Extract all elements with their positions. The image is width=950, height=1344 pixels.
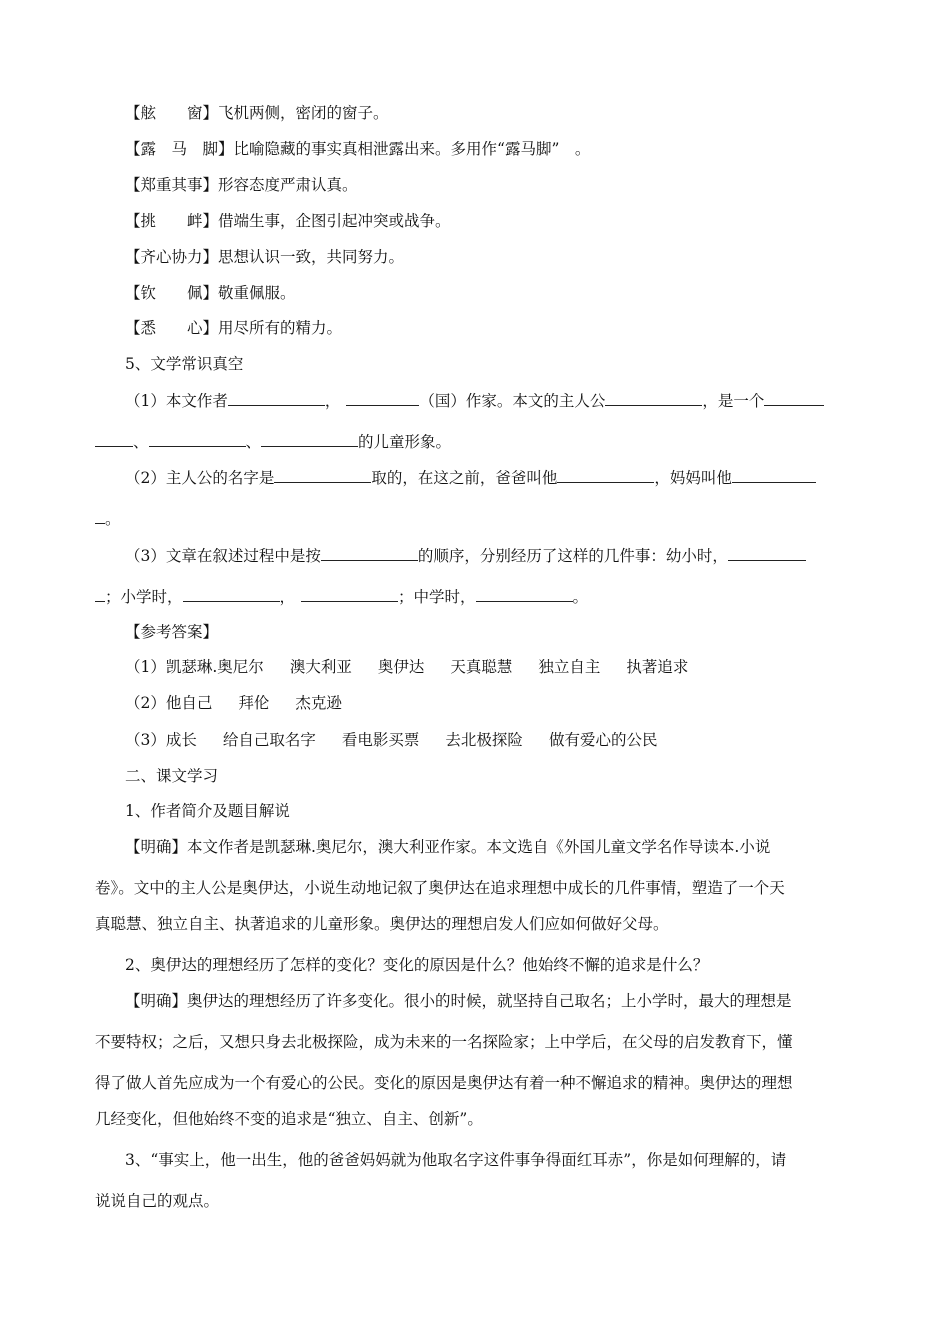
answer-row-2: （2）他自己 拜伦 杰克逊 xyxy=(125,694,342,712)
answer-item: 去北极探险 xyxy=(445,731,523,749)
answer-blank[interactable] xyxy=(149,431,246,447)
section-heading: 5、文学常识真空 xyxy=(125,355,244,373)
answer-blank[interactable] xyxy=(728,545,806,561)
vocab-item xyxy=(125,139,590,159)
vocab-item xyxy=(125,318,342,338)
vocab-item xyxy=(125,283,296,303)
paragraph-line: 得了做人首先应成为一个有爱心的公民。变化的原因是奥伊达有着一种不懈追求的精神。奥伊达的理想 xyxy=(95,1074,793,1092)
paragraph-line: 真聪慧、独立自主、执著追求的儿童形象。奥伊达的理想启发人们应如何做好父母。 xyxy=(95,915,669,933)
paragraph-line: 【明确】本文作者是凯瑟琳.奥尼尔，澳大利亚作家。本文选自《外国儿童文学名作导读本.小说 xyxy=(125,838,771,856)
answer-item: 成长 xyxy=(165,731,197,749)
answer-blank[interactable] xyxy=(261,431,358,447)
answer-blank[interactable] xyxy=(764,390,824,406)
vocab-definition: 形容态度严肃认真。 xyxy=(218,176,358,194)
answer-blank[interactable] xyxy=(346,390,419,406)
answer-blank[interactable] xyxy=(95,586,105,602)
answer-blank[interactable] xyxy=(95,508,105,524)
answer-blank[interactable] xyxy=(605,390,702,406)
question-1-cont: 、 、 的儿童形象。 xyxy=(95,431,451,452)
vocab-term: 【挑 衅】 xyxy=(125,212,219,230)
answer-item: 执著追求 xyxy=(626,658,689,676)
answer-item: 天真聪慧 xyxy=(450,658,513,676)
vocab-term: 【郑重其事】 xyxy=(125,176,219,194)
answer-item: 杰克逊 xyxy=(295,694,342,712)
answer-blank[interactable] xyxy=(274,467,371,483)
answer-blank[interactable] xyxy=(732,467,816,483)
vocab-definition: 敬重佩服。 xyxy=(218,284,296,302)
answers-heading: 【参考答案】 xyxy=(125,623,219,641)
vocab-term: 【舷 窗】 xyxy=(125,104,219,122)
subsection-heading: 3、“事实上，他一出生，他的爸爸妈妈就为他取名字这件事争得面红耳赤”，你是如何理解的，请 xyxy=(125,1151,787,1169)
answer-blank[interactable] xyxy=(321,545,418,561)
paragraph-line: 几经变化，但他始终不变的追求是“独立、自主、创新”。 xyxy=(95,1110,483,1128)
answer-item: 给自己取名字 xyxy=(222,731,316,749)
vocab-term: 【钦 佩】 xyxy=(125,284,219,302)
paragraph-line: 不要特权；之后，又想只身去北极探险，成为未来的一名探险家；上中学后，在父母的启发教育下，懂 xyxy=(95,1033,793,1051)
question-2-cont: 。 xyxy=(95,508,121,529)
answer-item: 澳大利亚 xyxy=(289,658,352,676)
question-3: （3）文章在叙述过程中是按 的顺序，分别经历了这样的几件事：幼小时， xyxy=(125,545,806,566)
answer-blank[interactable] xyxy=(183,586,280,602)
vocab-item xyxy=(125,211,451,231)
paragraph-line: 说说自己的观点。 xyxy=(95,1192,220,1210)
answer-item: 看电影买票 xyxy=(341,731,420,749)
vocab-term: 【悉 心】 xyxy=(125,319,219,337)
question-1: （1）本文作者 ， （国）作家。本文的主人公 ，是一个 xyxy=(125,390,824,411)
answer-item: 奥伊达 xyxy=(377,658,425,676)
paragraph-line: 【明确】奥伊达的理想经历了许多变化。很小的时候，就坚持自己取名；上小学时，最大的理想是 xyxy=(125,992,792,1010)
vocab-item xyxy=(125,175,358,195)
question-3-cont: ；小学时， ， ；中学时， 。 xyxy=(95,586,588,607)
vocab-term: 【露 马 脚】 xyxy=(125,140,234,158)
question-2: （2）主人公的名字是 取的，在这之前，爸爸叫他 ，妈妈叫他 xyxy=(125,467,816,488)
answer-item: 凯瑟琳.奥尼尔 xyxy=(165,658,264,676)
vocab-definition: 用尽所有的精力。 xyxy=(218,319,343,337)
vocab-item xyxy=(125,247,404,267)
answer-item: 拜伦 xyxy=(238,694,270,712)
paragraph-line: 卷》。文中的主人公是奥伊达，小说生动地记叙了奥伊达在追求理想中成长的几件事情，塑造了一个天 xyxy=(95,879,785,897)
answer-blank[interactable] xyxy=(301,586,398,602)
vocab-definition: 思想认识一致，共同努力。 xyxy=(218,248,405,266)
vocab-term: 【齐心协力】 xyxy=(125,248,219,266)
answer-item: 他自己 xyxy=(165,694,213,712)
answer-blank[interactable] xyxy=(476,586,573,602)
answer-blank[interactable] xyxy=(557,467,654,483)
subsection-heading: 2、奥伊达的理想经历了怎样的变化？变化的原因是什么？他始终不懈的追求是什么？ xyxy=(125,956,709,974)
vocab-item xyxy=(125,103,389,123)
answer-row-1: （1）凯瑟琳.奥尼尔 澳大利亚 奥伊达 天真聪慧 独立自主 执著追求 xyxy=(125,658,689,676)
answer-row-3: （3）成长 给自己取名字 看电影买票 去北极探险 做有爱心的公民 xyxy=(125,731,658,749)
vocab-definition: 飞机两侧，密闭的窗子。 xyxy=(218,104,389,122)
subsection-heading: 1、作者简介及题目解说 xyxy=(125,802,290,820)
vocab-definition: 借端生事，企图引起冲突或战争。 xyxy=(218,212,451,230)
answer-blank[interactable] xyxy=(95,431,133,447)
answer-item: 独立自主 xyxy=(538,658,601,676)
vocab-definition: 比喻隐藏的事实真相泄露出来。多用作“露马脚” 。 xyxy=(233,140,591,158)
answer-blank[interactable] xyxy=(228,390,325,406)
part-heading: 二、课文学习 xyxy=(125,767,219,785)
answer-item: 做有爱心的公民 xyxy=(548,731,658,749)
